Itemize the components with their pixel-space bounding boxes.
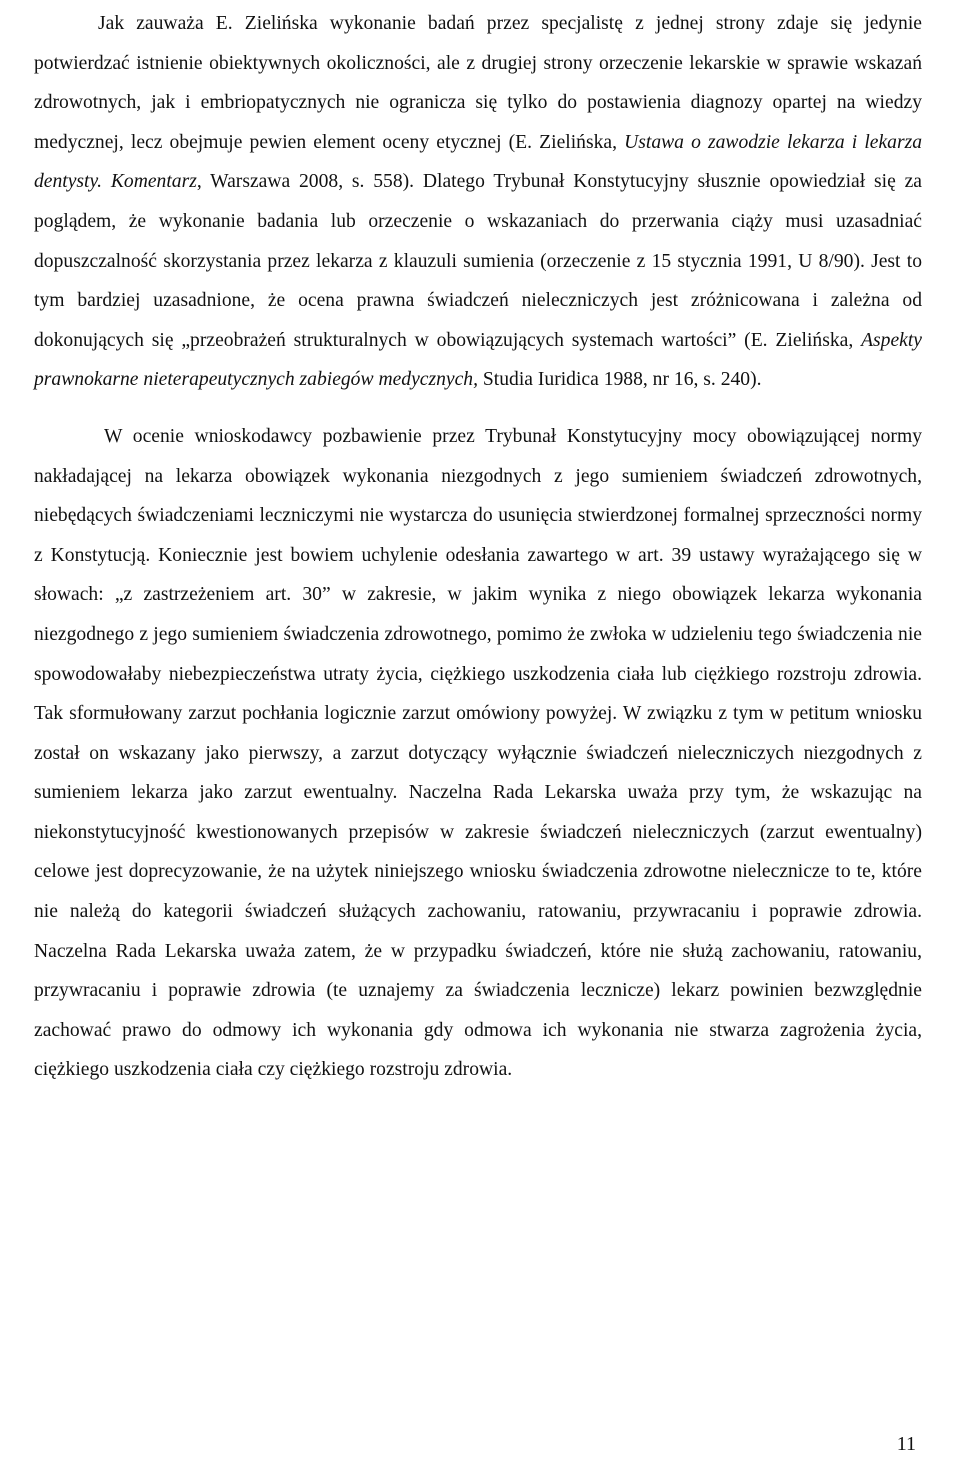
paragraph-1-text-c: Studia Iuridica 1988, nr 16, s. 240). — [478, 369, 762, 391]
citation-ustawa-komentarz: Ustawa o zawodzie lekarza i lekarza dentysty. Komentarz — [34, 131, 922, 193]
document-page — [34, 4, 922, 1090]
paragraph-1-text-b: , Warszawa 2008, s. 558). Dlatego Trybunał Konstytucyjny słusznie opowiedział się za poglądem, że wykonanie badania lub orzeczenie o wskazaniach do przerwania ciąży musi uzasadniać dopuszczalność skorzystania przez lekarza z klauzuli sumienia (orzeczenie z 15 stycznia 1991, U 8/90). Jest to tym bardziej uzasadnione, że ocena prawna świadczeń nieleczniczych jest zróżnicowana i zależna od dokonujących się „przeobrażeń strukturalnych w obowiązujących systemach wartości” (E. Zielińska, — [34, 171, 922, 351]
paragraph-1-text-a: Jak zauważa E. Zielińska wykonanie badań przez specjalistę z jednej strony zdaje się jedynie potwierdzać istnienie obiektywnych okoliczności, ale z drugiej strony orzeczenie lekarskie w sprawie wskazań zdrowotnych, jak i embriopatycznych nie ogranicza się tylko do postawienia diagnozy opartej na wiedzy medycznej, lecz obejmuje pewien element oceny etycznej (E. Zielińska, — [34, 13, 922, 153]
citation-aspekty-prawnokarne: Aspekty prawnokarne nieterapeutycznych zabiegów medycznych, — [34, 329, 922, 391]
paragraph-2: W ocenie wnioskodawcy pozbawienie przez Trybunał Konstytucyjny mocy obowiązującej normy nakładającej na lekarza obowiązek wykonania niezgodnych z jego sumieniem świadczeń zdrowotnych, niebędących świadczeniami leczniczymi nie wystarcza do usunięcia stwierdzonej formalnej sprzeczności normy z Konstytucją. Koniecznie jest bowiem uchylenie odesłania zawartego w art. 39 ustawy wyrażającego się w słowach: „z zastrzeżeniem art. 30” w zakresie, w jakim wynika z niego obowiązek lekarza wykonania niezgodnego z jego sumieniem świadczenia zdrowotnego, pomimo że zwłoka w udzieleniu tego świadczenia nie spowodowałaby niebezpieczeństwa utraty życia, ciężkiego uszkodzenia ciała lub ciężkiego rozstroju zdrowia. Tak sformułowany zarzut pochłania logicznie zarzut omówiony powyżej. W związku z tym w petitum wniosku został on wskazany jako pierwszy, a zarzut dotyczący wyłącznie świadczeń nieleczniczych niezgodnych z sumieniem lekarza jako zarzut ewentualny. Naczelna Rada Lekarska uważa przy tym, że wskazując na niekonstytucyjność kwestionowanych przepisów w zakresie świadczeń nieleczniczych (zarzut ewentualny) celowe jest doprecyzowanie, że na użytek niniejszego wniosku świadczenia zdrowotne nielecznicze to te, które nie należą do kategorii świadczeń służących zachowaniu, ratowaniu, przywracaniu i poprawie zdrowia. Naczelna Rada Lekarska uważa zatem, że w przypadku świadczeń, które nie służą zachowaniu, ratowaniu, przywracaniu i poprawie zdrowia (te uznajemy za świadczenia lecznicze) lekarz powinien bezwzględnie zachować prawo do odmowy ich wykonania gdy odmowa ich wykonania nie stwarza zagrożenia życia, ciężkiego uszkodzenia ciała czy ciężkiego rozstroju zdrowia. — [34, 425, 922, 1081]
paragraph-1 — [34, 4, 922, 400]
page-number: 11 — [896, 1433, 916, 1455]
